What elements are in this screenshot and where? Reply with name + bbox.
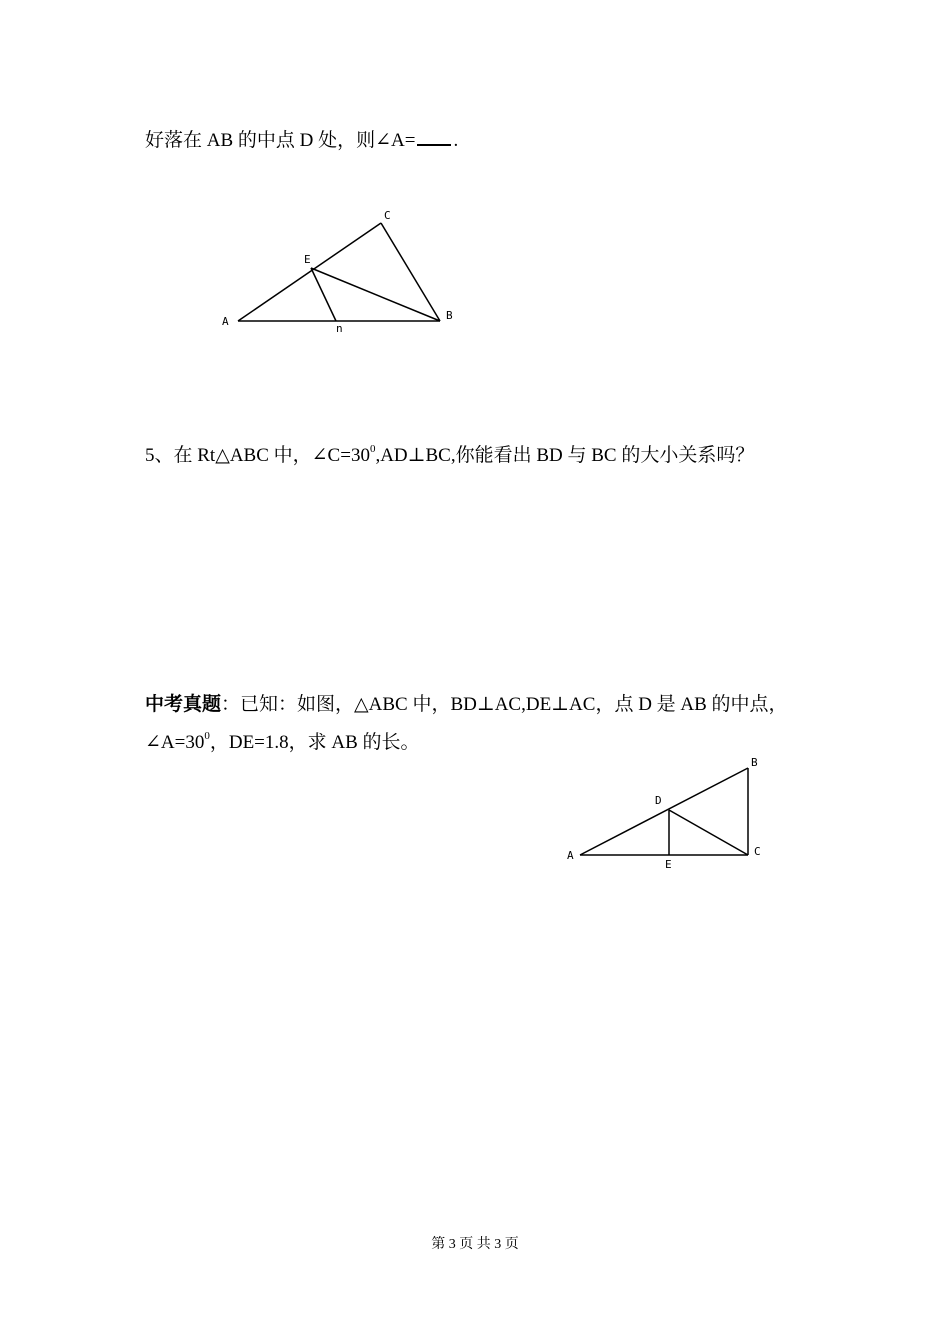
label-b: B	[751, 756, 758, 769]
page-footer: 第 3 页 共 3 页	[431, 1237, 519, 1252]
q4-text: 好落在 AB 的中点 D 处，则∠A=	[145, 130, 416, 151]
q4-period: .	[453, 130, 459, 151]
exam-text-line1: ：已知：如图，△ABC 中，BD⊥AC,DE⊥AC，点 D 是 AB 的中点，	[221, 694, 788, 715]
label-d: D	[655, 794, 662, 807]
label-c: C	[754, 845, 761, 858]
label-a: A	[567, 849, 574, 862]
q5-text-part2: ,AD⊥BC,你能看出 BD 与 BC 的大小关系吗？	[375, 445, 755, 466]
label-a: A	[222, 315, 229, 328]
q5-degree-sup: 0	[369, 443, 376, 455]
exam-text-line2-part1: ∠A=30	[145, 732, 205, 753]
label-e: E	[665, 858, 672, 871]
segment-DC	[669, 810, 748, 855]
q5-text-part1: 5、在 Rt△ABC 中，∠C=30	[145, 445, 370, 466]
label-n: n	[336, 322, 343, 335]
label-e: E	[304, 253, 311, 266]
label-b: B	[446, 309, 453, 322]
exam-text-line2-part2: ，DE=1.8，求 AB 的长。	[209, 732, 420, 753]
label-c: C	[384, 209, 391, 222]
exam-degree-sup: 0	[204, 730, 210, 742]
exam-heading: 中考真题	[145, 694, 222, 715]
segment-AB	[580, 768, 748, 855]
